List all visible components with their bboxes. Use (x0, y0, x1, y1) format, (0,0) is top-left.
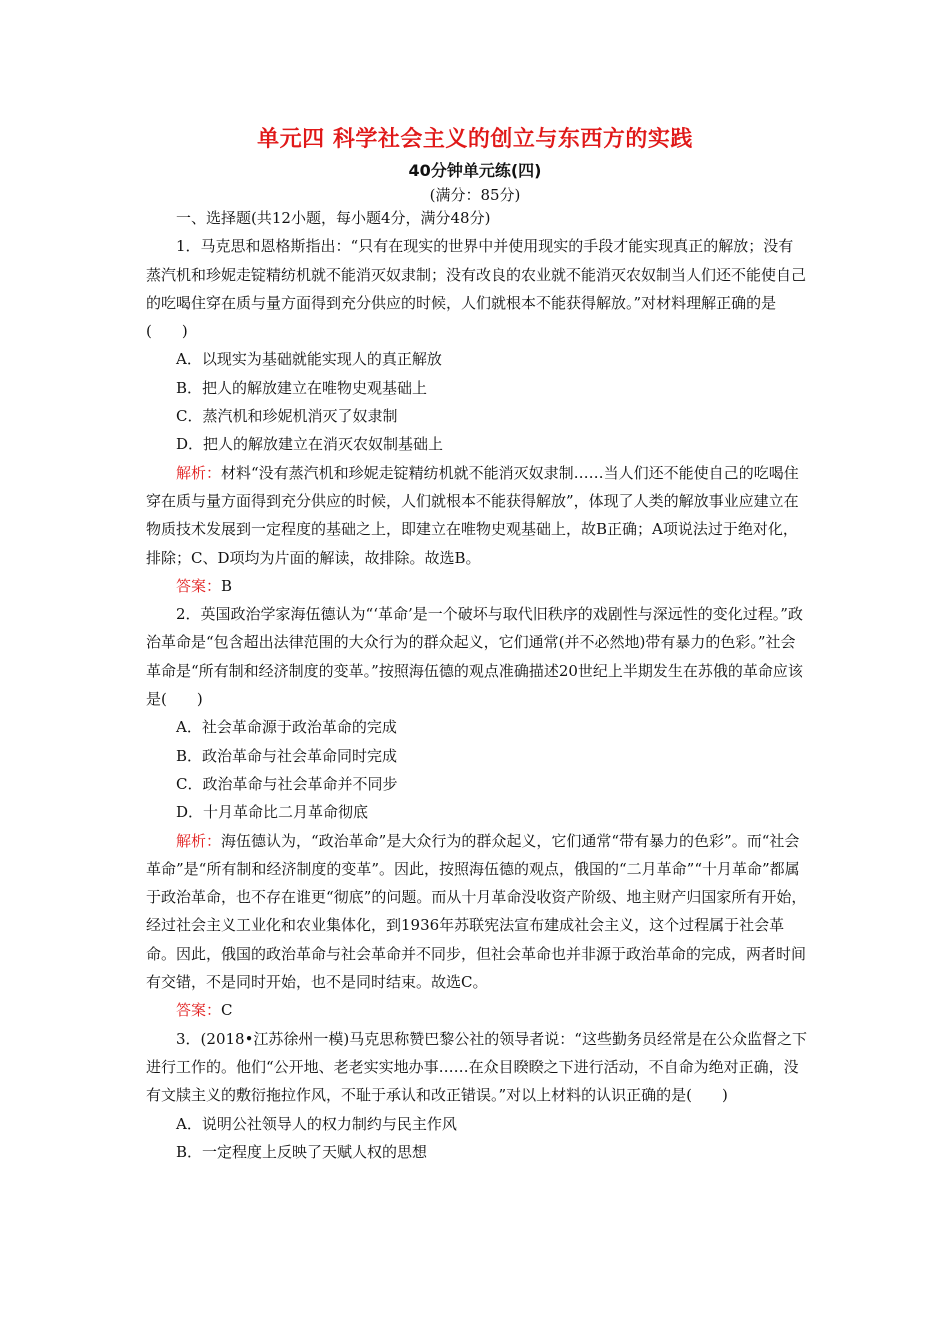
question-2-option-d: D．十月革命比二月革命彻底 (176, 803, 369, 822)
document-body (146, 204, 808, 1166)
full-score: (满分：85分) (429, 186, 521, 204)
analysis-label: 解析： (176, 831, 222, 850)
question-2-answer (146, 996, 808, 1024)
question-2-stem: 2．英国政治学家海伍德认为“‘革命’是一个破坏与取代旧秩序的戏剧性与深远性的变化过程。”政治革命是“包含超出法律范围的大众行为的群众起义，它们通常(并不必然地)带有暴力的色彩。”社会革命是“所有制和经济制度的变革。”按照海伍德的观点准确描述20世纪上半期发生在苏俄的革命应该是( ) (146, 605, 803, 709)
analysis-text: 海伍德认为，“政治革命”是大众行为的群众起义，它们通常“带有暴力的色彩”。而“社会革命”是“所有制和经济制度的变革”。因此，按照海伍德的观点，俄国的“二月革命”“十月革命”都属于政治革命，也不存在谁更“彻底”的问题。而从十月革命没收资产阶级、地主财产归国家所有开始，经过社会主义工业化和农业集体化，到1936年苏联宪法宣布建成社会主义，这个过程属于社会革命。因此，俄国的政治革命与社会革命并不同步，但社会革命也并非源于政治革命的完成，两者时间有交错，不是同时开始，也不是同时结束。故选C。 (146, 831, 807, 992)
section-heading: 一、选择题(共12小题，每小题4分，满分48分) (176, 209, 491, 227)
question-3-stem: 3．(2018•江苏徐州一模)马克思称赞巴黎公社的领导者说：“这些勤务员经常是在公众监督之下进行工作的。他们“公开地、老老实实地办事……在众目睽睽之下进行活动，不自命为绝对正确，没有文牍主义的敷衍拖拉作风，不耻于承认和改正错误。”对以上材料的认识正确的是( ) (146, 1029, 807, 1105)
question-2-analysis (146, 827, 808, 997)
question-2-option-b: B．政治革命与社会革命同时完成 (176, 746, 398, 765)
answer-value: C (221, 1001, 233, 1020)
question-1-option-a: A．以现实为基础就能实现人的真正解放 (176, 350, 442, 369)
question-3-option-b: B．一定程度上反映了天赋人权的思想 (176, 1142, 428, 1161)
question-1-stem: 1．马克思和恩格斯指出：“只有在现实的世界中并使用现实的手段才能实现真正的解放；没有蒸汽机和珍妮走锭精纺机就不能消灭奴隶制；没有改良的农业就不能消灭农奴制当人们还不能使自己的吃喝住穿在质与量方面得到充分供应的时候，人们就根本不能获得解放。”对材料理解正确的是( ) (146, 237, 807, 341)
analysis-text: 材料“没有蒸汽机和珍妮走锭精纺机就不能消灭奴隶制……当人们还不能使自己的吃喝住穿在质与量方面得到充分供应的时候，人们就根本不能获得解放”，体现了人类的解放事业应建立在物质技术发展到一定程度的基础之上，即建立在唯物史观基础上，故B正确；A项说法过于绝对化，排除；C、D项均为片面的解读，故排除。故选B。 (146, 463, 799, 567)
question-1-option-c: C．蒸汽机和珍妮机消灭了奴隶制 (176, 407, 398, 426)
question-1-answer (146, 572, 808, 600)
question-2-option-a: A．社会革命源于政治革命的完成 (176, 718, 397, 737)
answer-label: 答案： (176, 1001, 222, 1020)
answer-value: B (221, 576, 233, 595)
analysis-label: 解析： (176, 463, 222, 482)
question-1-analysis (146, 459, 808, 572)
question-1-option-d: D．把人的解放建立在消灭农奴制基础上 (176, 435, 444, 454)
question-2-option-c: C．政治革命与社会革命并不同步 (176, 774, 398, 793)
page-subtitle: 40分钟单元练(四) (408, 161, 542, 180)
page-title: 单元四 科学社会主义的创立与东西方的实践 (257, 127, 693, 152)
question-3-option-a: A．说明公社领导人的权力制约与民主作风 (176, 1114, 457, 1133)
question-1-option-b: B．把人的解放建立在唯物史观基础上 (176, 378, 428, 397)
answer-label: 答案： (176, 576, 222, 595)
